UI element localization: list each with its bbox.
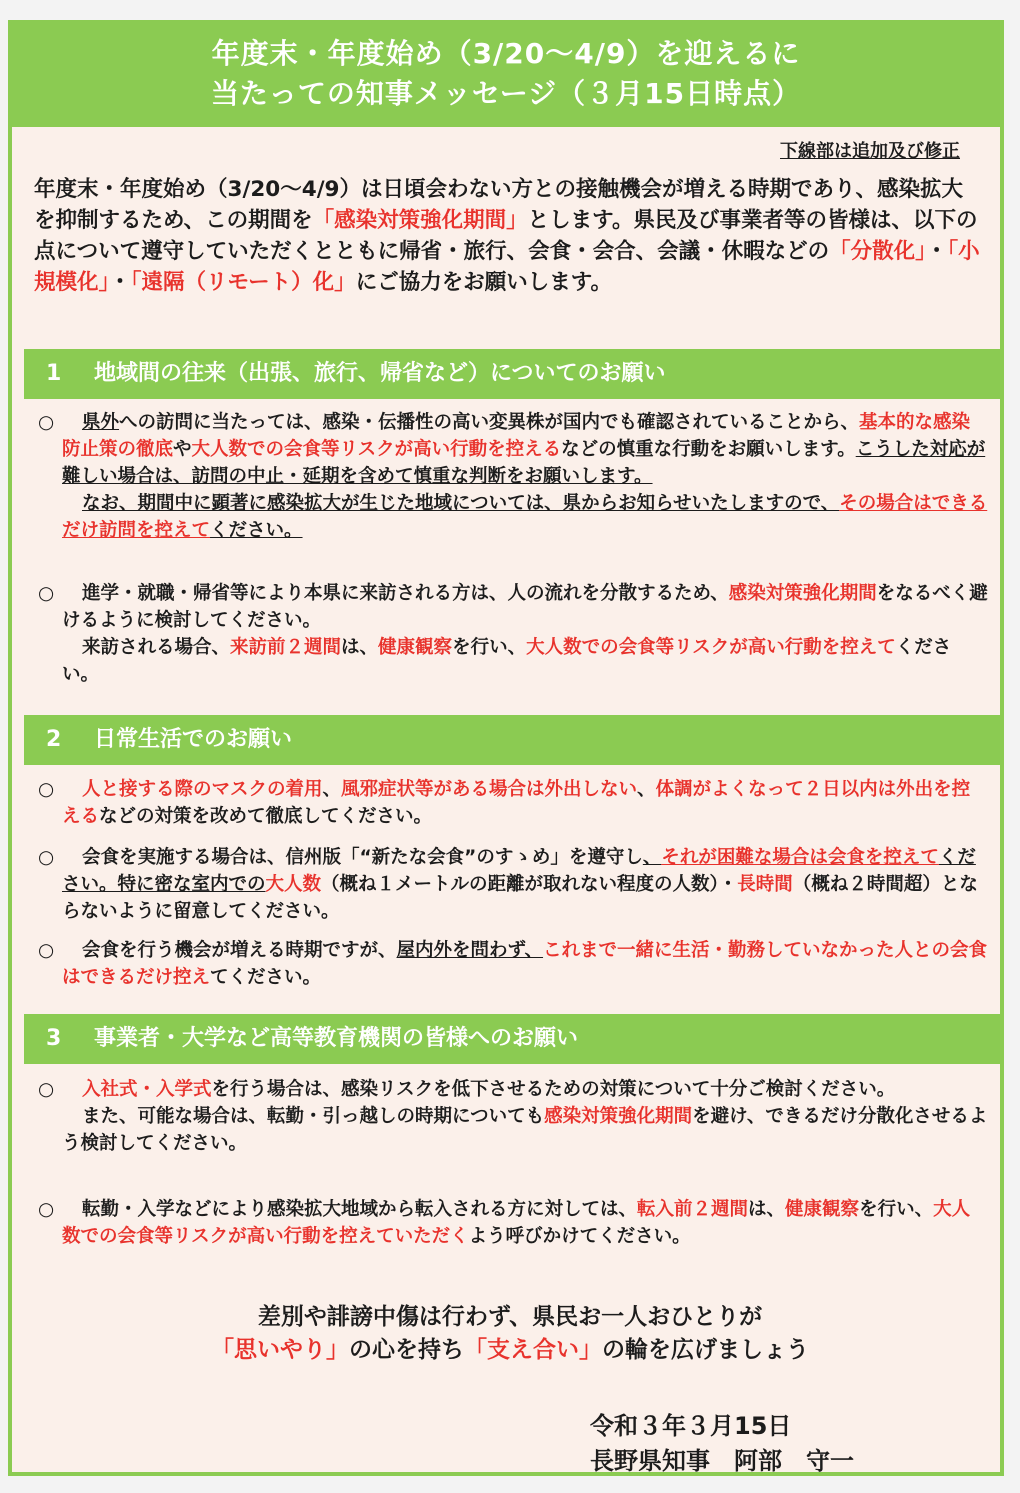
intro-text: ・ (109, 270, 131, 295)
list-item (38, 776, 988, 830)
intro-text: 年度末・年度始め（3/20～4/9）は日頃会わない方との接触機会が増える時期であり、感染拡大を抑制するため、この期間を (34, 177, 964, 233)
item-emphasis: 大人数での会食等リスクが高い行動を控える (191, 439, 562, 460)
item-text: や (173, 439, 192, 460)
item-text: を行い、 (452, 637, 527, 658)
title-line-1: 年度末・年度始め（3/20～4/9）を迎えるに (211, 37, 801, 70)
item-text: （概ね１メートルの距離が取れない程度の人数）・ (321, 874, 738, 895)
intro-emphasis: 「感染対策強化期間」 (312, 208, 528, 233)
bullet-icon: ○ (38, 583, 55, 604)
item-text: ください。 (62, 637, 952, 685)
item-text: ください。 (210, 520, 303, 541)
intro-emphasis: 「遠隔（リモート）化」 (130, 270, 356, 295)
item-text: 来訪される場合、 (82, 637, 231, 658)
intro-text: ・ (925, 239, 948, 264)
bullet-icon: ○ (38, 847, 55, 868)
section-number: 2 (46, 727, 62, 752)
item-text: （概ね２時間超）とならないように留意してください。 (62, 874, 978, 922)
item-text: 、 (637, 779, 656, 800)
item-emphasis: 健康観察 (785, 1199, 860, 1220)
item-emphasis: それが困難な場合は会食を控えて (661, 847, 939, 868)
item-emphasis: これまで一緒に生活・勤務していなかった人との会食はできるだけ控え (62, 940, 988, 988)
item-text: への訪問に当たっては、感染・伝播性の高い変異株が国内でも確認されていることから、 (119, 412, 860, 433)
item-text: をなるべく避けるように検討してください。 (62, 583, 988, 631)
item-text: 、 (642, 847, 662, 868)
intro-emphasis: 「分散化」 (829, 239, 926, 264)
closing-message (12, 1301, 1008, 1367)
item-emphasis: 基本的な感染防止策の徹底 (62, 412, 971, 460)
list-item (38, 1196, 988, 1250)
bullet-icon: ○ (38, 940, 55, 961)
item-text: 、 (322, 779, 342, 800)
item-text: 会食を実施する場合は、信州版「“新たな会食”のすゝめ」を遵守し (82, 847, 643, 868)
item-emphasis: 入社式・入学式 (82, 1079, 212, 1100)
intro-text: にご協力をお願いします。 (355, 270, 612, 295)
section-number: 1 (46, 361, 62, 386)
intro-paragraph (34, 174, 984, 298)
intro-text: とします。県民及び事業者等の皆様は、以下の点について遵守していただくとともに帰省・旅行、会食・会合、会議・休暇などの (34, 208, 978, 264)
bullet-icon: ○ (38, 412, 55, 433)
list-item (38, 1076, 988, 1157)
item-emphasis: 来訪前２週間 (230, 637, 342, 658)
signature-date: 令和３年３月15日 (590, 1412, 792, 1440)
item-text: を行い、 (859, 1199, 934, 1220)
section-title: 事業者・大学など高等教育機関の皆様へのお願い (94, 1026, 579, 1051)
closing-line-1: 差別や誹謗中傷は行わず、県民お一人おひとりが (257, 1304, 763, 1330)
closing-text: の心を持ち (349, 1337, 464, 1363)
section-number: 3 (46, 1026, 62, 1051)
closing-text: の輪を広げましょう (602, 1337, 809, 1363)
item-emphasis: 長時間 (737, 874, 793, 895)
title-line-2: 当たっての知事メッセージ（３月15日時点） (210, 77, 802, 110)
item-emphasis: 感染対策強化期間 (544, 1106, 693, 1127)
item-text: こうした対応が難しい場合は、訪問の中止・延期を含めて慎重な判断をお願いします。 (62, 439, 986, 487)
bullet-icon: ○ (38, 1079, 55, 1100)
item-emphasis: その場合はできるだけ訪問を控えて (62, 493, 988, 541)
item-text: 屋内外を問わず、 (396, 940, 544, 961)
item-emphasis: 健康観察 (378, 637, 453, 658)
item-emphasis: 体調がよくなって２日以内は外出を控える (62, 779, 971, 827)
item-emphasis: 感染対策強化期間 (728, 583, 877, 604)
item-emphasis: 大人数での会食等リスクが高い行動を控えて (526, 637, 896, 658)
item-emphasis: 人と接する際のマスクの着用 (82, 779, 323, 800)
list-item (38, 844, 988, 925)
item-emphasis: 風邪症状等がある場合は外出しない (341, 779, 638, 800)
item-emphasis: 大人数での会食等リスクが高い行動を控えていただく (62, 1199, 971, 1247)
closing-line-2 (12, 1334, 1008, 1367)
section-2-header (24, 715, 1002, 765)
section-title: 日常生活でのお願い (94, 727, 293, 752)
item-emphasis: 転入前２週間 (637, 1199, 749, 1220)
item-text: 会食を行う機会が増える時期ですが、 (82, 940, 397, 961)
item-text: などの対策を改めて徹底してください。 (99, 806, 433, 827)
notice-frame (8, 20, 1004, 1476)
closing-emphasis: 「思いやり」 (211, 1337, 349, 1363)
item-text: 進学・就職・帰省等により本県に来訪される方は、人の流れを分散するため、 (82, 583, 729, 604)
item-text: は、 (341, 637, 379, 658)
item-text: は、 (748, 1199, 786, 1220)
item-emphasis: 大人数 (265, 874, 322, 895)
item-text: よう呼びかけてください。 (468, 1226, 691, 1247)
section-1-header (24, 349, 1002, 399)
section-title: 地域間の往来（出張、旅行、帰省など）についてのお願い (94, 361, 666, 386)
intro-emphasis: 「小規模化」 (34, 239, 980, 295)
revision-note: 下線部は追加及び修正 (780, 141, 960, 162)
item-text: また、可能な場合は、転勤・引っ越しの時期についても (82, 1106, 545, 1127)
signature-name: 長野県知事 阿部 守一 (590, 1447, 854, 1475)
item-text: などの慎重な行動をお願いします。 (561, 439, 856, 460)
closing-emphasis: 「支え合い」 (464, 1337, 602, 1363)
item-text: を行う場合は、感染リスクを低下させるための対策について十分ご検討ください。 (211, 1079, 896, 1100)
list-item (38, 937, 988, 991)
list-item (38, 409, 988, 544)
item-text: 県外 (82, 412, 120, 433)
item-text: ください。特に密な室内での (62, 847, 976, 895)
bullet-icon: ○ (38, 779, 55, 800)
item-text: を避け、できるだけ分散化させるよう検討してください。 (62, 1106, 988, 1154)
signature-block (590, 1409, 854, 1479)
item-text: なお、期間中に顕著に感染拡大が生じた地域については、県からお知らせいたしますので、 (82, 493, 840, 514)
section-3-header (24, 1014, 1002, 1064)
bullet-icon: ○ (38, 1199, 55, 1220)
title-banner (12, 24, 1000, 127)
item-text: てください。 (210, 967, 322, 988)
list-item (38, 580, 988, 688)
item-text: 転勤・入学などにより感染拡大地域から転入される方に対しては、 (82, 1199, 638, 1220)
